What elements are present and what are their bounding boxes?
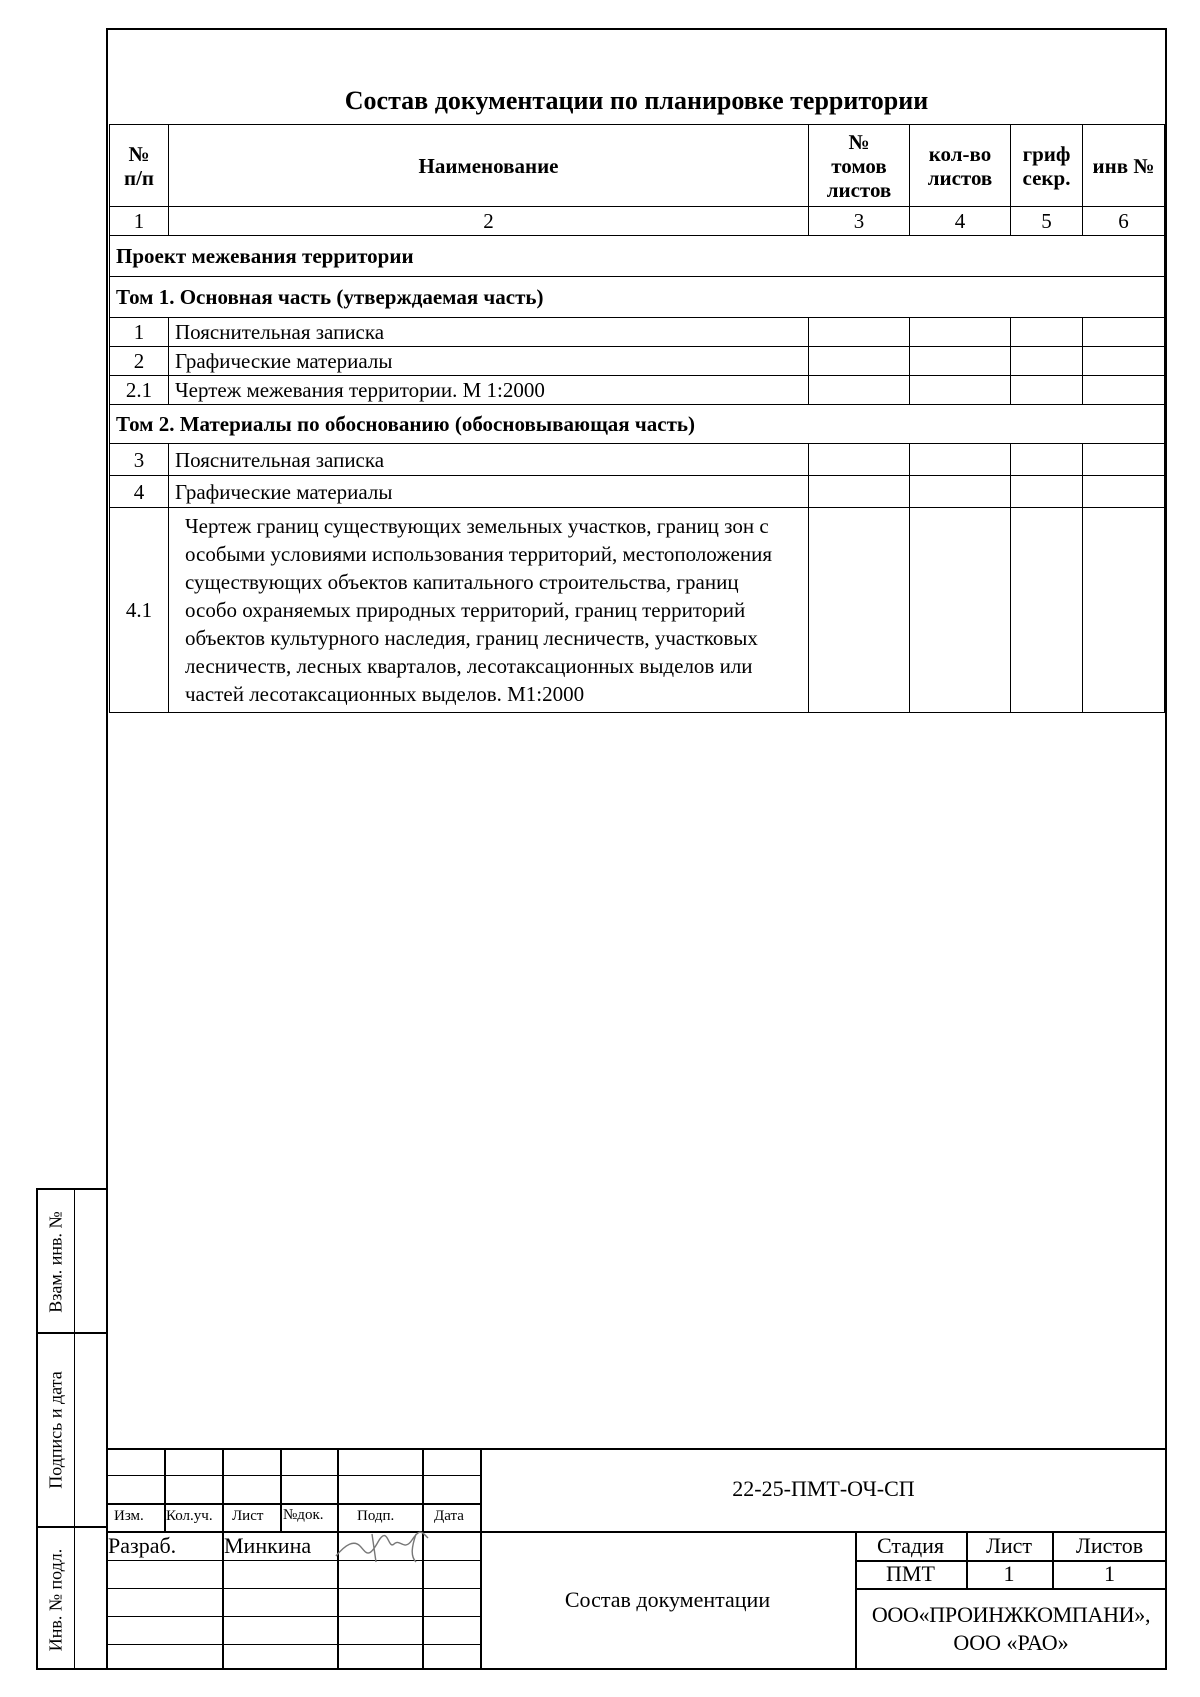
column-numbers-row [110, 207, 1165, 236]
page-title: Состав документации по планировке территории [344, 86, 929, 115]
col-number: 6 [1083, 207, 1165, 236]
organization-line2: ООО «РАО» [953, 1630, 1069, 1655]
row-name: Пояснительная записка [169, 444, 809, 476]
volume-row [110, 277, 1165, 318]
row-name: Пояснительная записка [169, 318, 809, 347]
row-name: Графические материалы [169, 476, 809, 508]
side-label-inv-original: Инв. № подл. [45, 1548, 66, 1652]
stage-label: Стадия [876, 1533, 945, 1558]
row-number: 4.1 [110, 508, 169, 713]
section-title: Проект межевания территории [110, 236, 1165, 277]
sheet-value: 1 [1003, 1561, 1015, 1586]
header-volumes: № томов листов [809, 125, 910, 207]
row-name: Чертеж границ существующих земельных участков, границ зон с особыми условиями использования территорий, местоположения существующих объектов капитального строительства, границ особо охраняемых природных территорий, границ территорий объектов культурного наследия, границ лесничеств, участковых лесничеств, лесных кварталов, лесотаксационных выделов или частей лесотаксационных выделов. М1:2000 [169, 508, 809, 713]
side-label-signature-date: Подпись и дата [45, 1371, 66, 1489]
side-label-replaced-inv: Взам. инв. № [45, 1211, 66, 1313]
volume1-title: Том 1. Основная часть (утверждаемая часть) [110, 277, 1165, 318]
volume2-title: Том 2. Материалы по обоснованию (обосновывающая часть) [110, 405, 1165, 444]
sheets-label: Листов [1075, 1533, 1144, 1558]
sheets-value: 1 [1104, 1561, 1115, 1586]
row-name: Графические материалы [169, 347, 809, 376]
side-strip [36, 1188, 106, 1670]
table-row [110, 508, 1165, 713]
row-number: 1 [110, 318, 169, 347]
document-name: Состав документации [564, 1587, 771, 1612]
stamp-header-list: Лист [232, 1508, 264, 1524]
stage-value: ПМТ [886, 1561, 935, 1586]
header-secrecy: гриф секр. [1011, 125, 1083, 207]
stamp-header-data: Дата [434, 1508, 464, 1524]
signature-image [332, 1526, 436, 1566]
developer-name: Минкина [224, 1533, 312, 1558]
stamp-header-koluch: Кол.уч. [166, 1508, 213, 1524]
col-number: 5 [1011, 207, 1083, 236]
col-number: 3 [809, 207, 910, 236]
row-number: 2.1 [110, 376, 169, 405]
composition-table [109, 124, 1165, 713]
stamp-header-izm: Изм. [114, 1508, 144, 1524]
table-row [110, 318, 1165, 347]
row-number: 2 [110, 347, 169, 376]
row-number: 4 [110, 476, 169, 508]
col-number: 4 [910, 207, 1011, 236]
volume-row [110, 405, 1165, 444]
table-row [110, 476, 1165, 508]
col-number: 2 [169, 207, 809, 236]
organization-line1: ООО«ПРОИНЖКОМПАНИ», [871, 1602, 1151, 1627]
stamp-header-podp: Подп. [357, 1508, 395, 1524]
stamp-header-ndok: №док. [283, 1507, 324, 1523]
section-row [110, 236, 1165, 277]
row-name: Чертеж межевания территории. М 1:2000 [169, 376, 809, 405]
col-number: 1 [110, 207, 169, 236]
sheet-label: Лист [985, 1533, 1033, 1558]
table-row [110, 347, 1165, 376]
table-row [110, 444, 1165, 476]
document-code: 22-25-ПМТ-ОЧ-СП [732, 1476, 915, 1501]
developer-label: Разраб. [108, 1533, 177, 1558]
row-number: 3 [110, 444, 169, 476]
table-row [110, 376, 1165, 405]
header-num: № п/п [110, 125, 169, 207]
header-sheets: кол-во листов [910, 125, 1011, 207]
header-name: Наименование [169, 125, 809, 207]
header-inv: инв № [1083, 125, 1165, 207]
table-header-row [110, 125, 1165, 207]
